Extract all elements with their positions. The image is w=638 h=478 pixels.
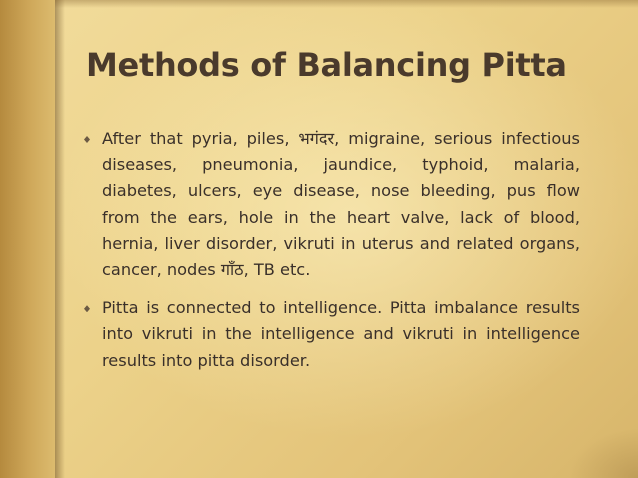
bullet-text-2: Pitta is connected to intelligence. Pitta imbalance results into vikruti in the intelligence and vikruti in intelligence results into pitta disorder. xyxy=(102,298,580,370)
left-bar-shadow xyxy=(55,0,65,478)
bullet-item-1 xyxy=(84,126,580,283)
bullet-diamond-icon xyxy=(84,305,90,312)
bullet-diamond-icon xyxy=(84,136,90,143)
bullet-item-2 xyxy=(84,295,580,374)
bullet-list xyxy=(84,126,580,386)
top-edge-shadow xyxy=(55,0,638,8)
corner-shading xyxy=(568,428,638,478)
left-decorative-bar xyxy=(0,0,55,478)
bullet-text-1: After that pyria, piles, भगंदर, migraine, serious infectious diseases, pneumonia, jaundice, typhoid, malaria, diabetes, ulcers, eye disease, nose bleeding, pus flow from the ears, hole in the heart valve, lack of blood, hernia, liver disorder, vikruti in uterus and related organs, cancer, nodes गाँठ, TB etc. xyxy=(102,129,580,280)
slide-title: Methods of Balancing Pitta xyxy=(86,46,567,84)
